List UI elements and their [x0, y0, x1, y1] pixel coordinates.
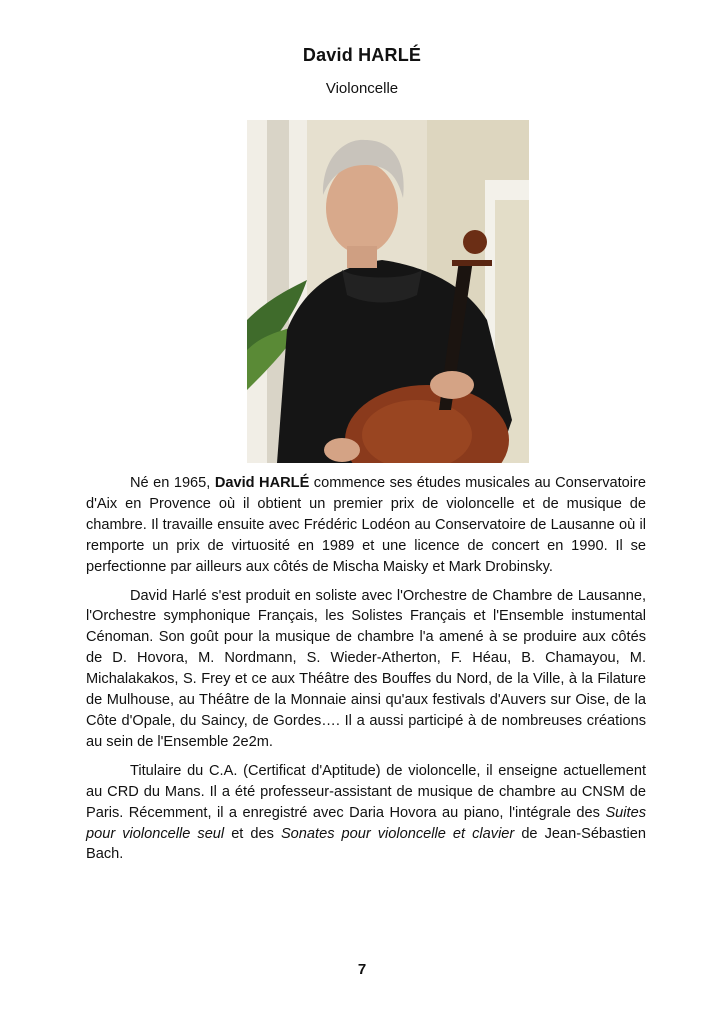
biography-text [86, 473, 646, 873]
page-subtitle: Violoncelle [325, 80, 399, 97]
biography-paragraph-2: David Harlé s'est produit en soliste avec l'Orchestre de Chambre de Lausanne, l'Orchestre symphonique Français, les Solistes Français et l'Ensemble instumental Cénoman. Son goût pour la musique de chambre l'a amené à se produire aux côtés de D. Hovora, M. Nordmann, S. Wieder-Atherton, F. Héau, B. Chamayou, M. Michalakakos, S. Frey et ce aux Théâtre des Bouffes du Nord, de la Ville, à la Filature de Mulhouse, au Théâtre de la Monnaie ainsi qu'aux festivals d'Auvers sur Oise, de la Côte d'Opale, du Saincy, de Gordes…. Il a aussi participé à de nombreuses créations au sein de l'Ensemble 2e2m. [86, 587, 646, 750]
work-title-suites: Suites pour violoncelle seul [86, 804, 646, 842]
page-number: 7 [357, 961, 367, 978]
biography-paragraph-1: Né en 1965, David HARLÉ commence ses études musicales au Conservatoire d'Aix en Provence où il obtient un premier prix de violoncelle et de musique de chambre. Il travaille ensuite avec Frédéric Lodéon au Conservatoire de Lausanne où il remporte un prix de virtuosité en 1989 et une licence de concert en 1990. Il se perfectionne par ailleurs aux côtés de Mischa Maisky et Mark Drobinsky. [86, 475, 646, 575]
biography-paragraph-3: Titulaire du C.A. (Certificat d'Aptitude) de violoncelle, il enseigne actuellement au CRD du Mans. Il a été professeur-assistant de musique de chambre au CNSM de Paris. Récemment, il a enregistré avec Daria Hovora au piano, l'intégrale des Suites pour violoncelle seul et des Sonates pour violoncelle et clavier de Jean-Sébastien Bach. [86, 762, 646, 863]
portrait-photo [247, 120, 529, 463]
page-title: David HARLÉ [302, 45, 422, 65]
artist-name: David HARLÉ [214, 475, 310, 491]
work-title-sonates: Sonates pour violoncelle et clavier [280, 825, 515, 842]
